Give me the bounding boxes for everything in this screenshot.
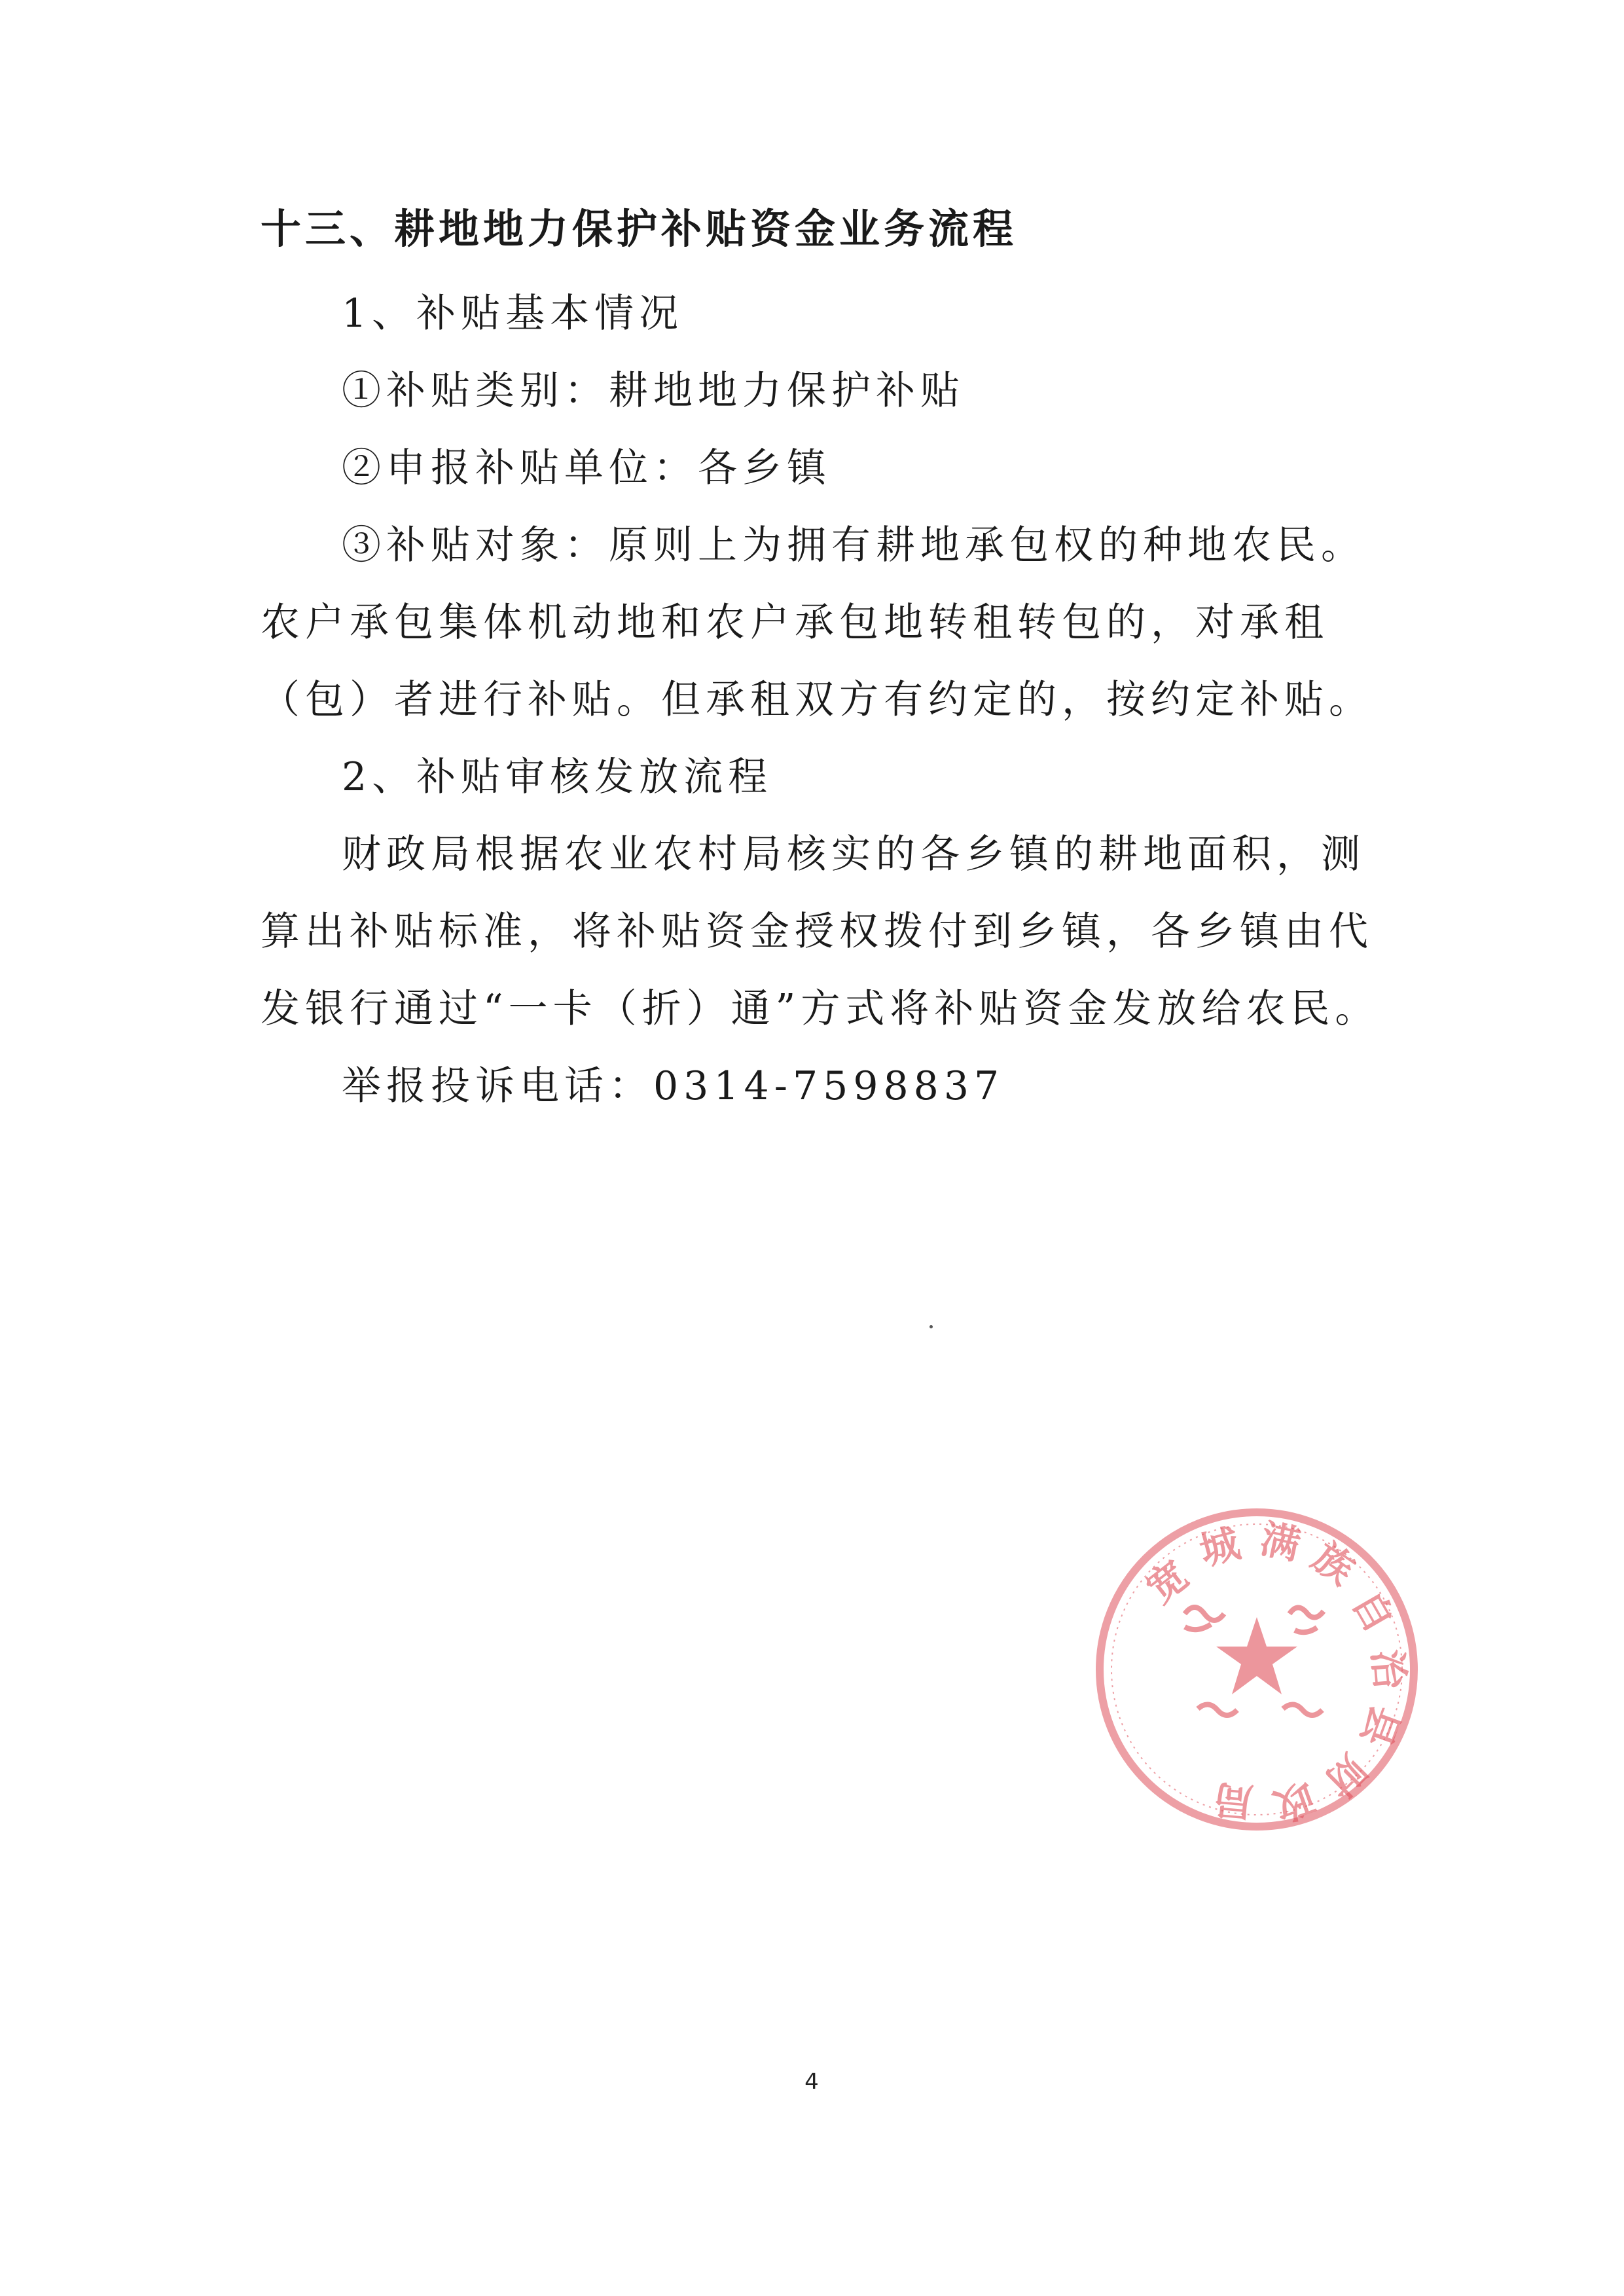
svg-text:满: 满 [1256, 1516, 1305, 1569]
subheading-review-process: 2、补贴审核发放流程 [342, 754, 773, 800]
scan-speck [929, 1325, 933, 1328]
page-number: 4 [804, 2069, 819, 2095]
subheading-basic-info: 1、补贴基本情况 [342, 291, 684, 337]
svg-text:宽: 宽 [1138, 1552, 1198, 1613]
svg-text:县: 县 [1351, 1700, 1409, 1753]
document-body [261, 196, 1393, 1125]
process-description: 财政局根据农业农村局核实的各乡镇的耕地面积，测算出补贴标准，将补贴资金授权拨付到乡镇，各乡镇由代发银行通过“一卡（折）通”方式将补贴资金发放给农民。 [261, 831, 1380, 1032]
subsidy-category: ①补贴类别：耕地地力保护补贴 [342, 368, 965, 414]
section-heading: 十三、耕地地力保护补贴资金业务流程 [261, 205, 1018, 253]
svg-text:政: 政 [1267, 1773, 1321, 1830]
svg-text:财: 财 [1315, 1745, 1375, 1806]
complaint-hotline: 举报投诉电话：0314-7598837 [342, 1063, 1005, 1109]
svg-text:城: 城 [1195, 1520, 1245, 1575]
svg-text:局: 局 [1212, 1776, 1255, 1825]
svg-text:族: 族 [1304, 1533, 1363, 1594]
subsidy-target: ③补贴对象：原则上为拥有耕地承包权的种地农民。农户承包集体机动地和农户承包地转租转包的，对承租（包）者进行补贴。但承租双方有约定的，按约定补贴。 [261, 522, 1373, 723]
svg-text:自: 自 [1343, 1583, 1403, 1641]
reporting-unit: ②申报补贴单位：各乡镇 [342, 445, 831, 491]
official-seal-stamp [1087, 1499, 1427, 1840]
svg-text:治: 治 [1363, 1647, 1413, 1691]
